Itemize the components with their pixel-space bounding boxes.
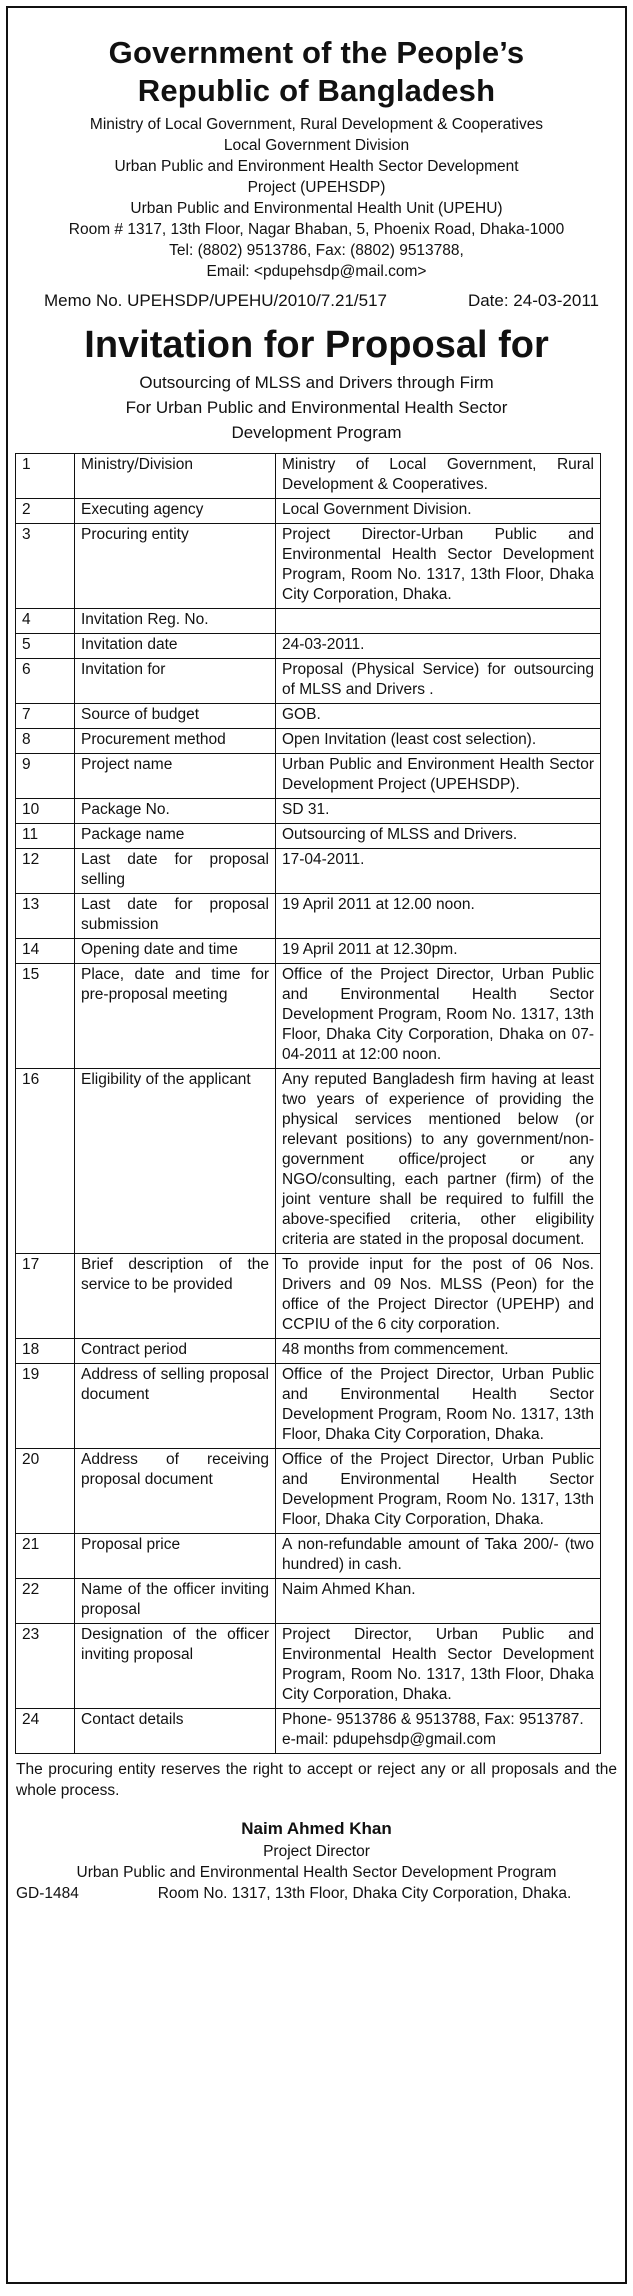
row-label: Address of selling proposal document [75, 1364, 276, 1449]
row-value: Any reputed Bangladesh firm having at least two years of experience of providing the physical services mentioned below (or relevant positions) to any government/non-government office/project or any NGO/consulting, each partner (firm) of the joint venture shall be required to fulfill the above-specified criteria, other eligibility criteria are stated in the proposal document. [276, 1069, 601, 1254]
row-label: Last date for proposal submission [75, 894, 276, 939]
phone-line: Tel: (8802) 9513786, Fax: (8802) 9513788, [169, 242, 464, 259]
advertisement-code: GD-1484 [16, 1885, 79, 1902]
table-row [16, 659, 601, 704]
invitation-title: Invitation for Proposal for [84, 324, 549, 366]
row-value: Open Invitation (least cost selection). [276, 729, 601, 754]
table-row [16, 729, 601, 754]
row-number: 5 [16, 634, 75, 659]
row-label: Executing agency [75, 499, 276, 524]
signature-block [8, 1817, 625, 1883]
row-number: 16 [16, 1069, 75, 1254]
row-number: 17 [16, 1254, 75, 1339]
row-number: 9 [16, 754, 75, 799]
row-value: GOB. [276, 704, 601, 729]
address-line: Room # 1317, 13th Floor, Nagar Bhaban, 5, Phoenix Road, Dhaka-1000 [68, 221, 565, 238]
table-row [16, 824, 601, 849]
row-label: Last date for proposal selling [75, 849, 276, 894]
signatory-name: Naim Ahmed Khan [241, 1819, 392, 1838]
table-row [16, 939, 601, 964]
row-label: Eligibility of the applicant [75, 1069, 276, 1254]
row-value: 24-03-2011. [276, 634, 601, 659]
notice-page [6, 6, 627, 2284]
row-label: Source of budget [75, 704, 276, 729]
row-value: Project Director, Urban Public and Environmental Health Sector Development Program, Room No. 1317, 13th Floor, Dhaka City Corporation, Dhaka. [276, 1624, 601, 1709]
row-number: 6 [16, 659, 75, 704]
row-number: 3 [16, 524, 75, 609]
contact-email: e-mail: pdupehsdp@gmail.com [282, 1731, 496, 1748]
row-label: Opening date and time [75, 939, 276, 964]
email-line: Email: <pdupehsdp@mail.com> [206, 263, 427, 280]
signatory-address: Room No. 1317, 13th Floor, Dhaka City Corporation, Dhaka. [157, 1885, 572, 1902]
division-line: Local Government Division [223, 137, 410, 154]
footer-row [8, 1883, 625, 1905]
government-title-line1: Government of the People’s [108, 35, 525, 70]
row-value: SD 31. [276, 799, 601, 824]
table-row [16, 849, 601, 894]
table-row [16, 1364, 601, 1449]
contact-phone-fax: Phone- 9513786 & 9513788, Fax: 9513787. [282, 1711, 584, 1728]
row-label: Invitation Reg. No. [75, 609, 276, 634]
row-number: 18 [16, 1339, 75, 1364]
row-number: 11 [16, 824, 75, 849]
row-value: A non-refundable amount of Taka 200/- (two hundred) in cash. [276, 1534, 601, 1579]
table-row [16, 609, 601, 634]
reservation-note: The procuring entity reserves the right to accept or reject any or all proposals and the whole process. [16, 1761, 617, 1799]
table-row [16, 634, 601, 659]
row-value: Office of the Project Director, Urban Public and Environmental Health Sector Development Program, Room No. 1317, 13th Floor, Dhaka City Corporation, Dhaka. [276, 1449, 601, 1534]
row-value: To provide input for the post of 06 Nos. Drivers and 09 Nos. MLSS (Peon) for the office of the Project Director (UPEHP) and CCPIU of the 6 city corporation. [276, 1254, 601, 1339]
signatory-designation: Project Director [263, 1843, 370, 1860]
row-number: 8 [16, 729, 75, 754]
row-value: 48 months from commencement. [276, 1339, 601, 1364]
memo-row [8, 282, 625, 314]
row-label: Procurement method [75, 729, 276, 754]
row-number: 13 [16, 894, 75, 939]
row-value: 19 April 2011 at 12.00 noon. [276, 894, 601, 939]
project-abbr-line: Project (UPEHSDP) [247, 179, 386, 196]
row-value: Outsourcing of MLSS and Drivers. [276, 824, 601, 849]
table-row [16, 964, 601, 1069]
details-table [15, 453, 601, 1754]
row-number: 21 [16, 1534, 75, 1579]
row-label: Package No. [75, 799, 276, 824]
row-label: Invitation date [75, 634, 276, 659]
row-label: Contract period [75, 1339, 276, 1364]
table-row [16, 754, 601, 799]
invitation-subtitle-1: Outsourcing of MLSS and Drivers through Firm [139, 373, 494, 392]
table-row [16, 704, 601, 729]
invitation-subtitle-2: For Urban Public and Environmental Health Sector [125, 398, 508, 417]
table-row [16, 524, 601, 609]
table-row [16, 1339, 601, 1364]
table-row [16, 1449, 601, 1534]
row-number: 4 [16, 609, 75, 634]
row-number: 22 [16, 1579, 75, 1624]
row-label: Place, date and time for pre-proposal meeting [75, 964, 276, 1069]
row-value [276, 1709, 601, 1754]
row-number: 15 [16, 964, 75, 1069]
signatory-program: Urban Public and Environmental Health Sector Development Program [76, 1864, 557, 1881]
table-row [16, 1254, 601, 1339]
project-line: Urban Public and Environment Health Sector Development [114, 158, 519, 175]
row-value: Urban Public and Environment Health Sector Development Project (UPEHSDP). [276, 754, 601, 799]
row-number: 7 [16, 704, 75, 729]
table-row [16, 1624, 601, 1709]
row-value: Project Director-Urban Public and Environmental Health Sector Development Program, Room No. 1317, 13th Floor, Dhaka City Corporation, Dhaka. [276, 524, 601, 609]
row-value: Naim Ahmed Khan. [276, 1579, 601, 1624]
invitation-subtitle-3: Development Program [231, 423, 402, 442]
row-value: 19 April 2011 at 12.30pm. [276, 939, 601, 964]
table-row [16, 1069, 601, 1254]
row-value: Proposal (Physical Service) for outsourcing of MLSS and Drivers . [276, 659, 601, 704]
row-number: 1 [16, 454, 75, 499]
table-row [16, 799, 601, 824]
row-label: Contact details [75, 1709, 276, 1754]
memo-number: Memo No. UPEHSDP/UPEHU/2010/7.21/517 [44, 291, 387, 310]
row-label: Proposal price [75, 1534, 276, 1579]
row-label: Invitation for [75, 659, 276, 704]
row-value: 17-04-2011. [276, 849, 601, 894]
memo-date: Date: 24-03-2011 [467, 291, 599, 310]
table-row [16, 1534, 601, 1579]
row-number: 14 [16, 939, 75, 964]
row-number: 10 [16, 799, 75, 824]
row-label: Procuring entity [75, 524, 276, 609]
table-row [16, 1579, 601, 1624]
table-row [16, 454, 601, 499]
row-number: 19 [16, 1364, 75, 1449]
row-number: 23 [16, 1624, 75, 1709]
notice-header [8, 8, 625, 282]
row-label: Project name [75, 754, 276, 799]
table-row [16, 1709, 601, 1754]
row-value [276, 609, 601, 634]
row-label: Designation of the officer inviting proposal [75, 1624, 276, 1709]
row-label: Brief description of the service to be provided [75, 1254, 276, 1339]
row-label: Ministry/Division [75, 454, 276, 499]
row-number: 12 [16, 849, 75, 894]
row-value: Local Government Division. [276, 499, 601, 524]
row-label: Address of receiving proposal document [75, 1449, 276, 1534]
unit-line: Urban Public and Environmental Health Unit (UPEHU) [130, 200, 503, 217]
row-number: 2 [16, 499, 75, 524]
table-row [16, 894, 601, 939]
row-value: Office of the Project Director, Urban Public and Environmental Health Sector Development Program, Room No. 1317, 13th Floor, Dhaka City Corporation, Dhaka on 07-04-2011 at 12:00 noon. [276, 964, 601, 1069]
row-number: 20 [16, 1449, 75, 1534]
row-number: 24 [16, 1709, 75, 1754]
row-value: Office of the Project Director, Urban Public and Environmental Health Sector Development Program, Room No. 1317, 13th Floor, Dhaka City Corporation, Dhaka. [276, 1364, 601, 1449]
row-label: Name of the officer inviting proposal [75, 1579, 276, 1624]
table-row [16, 499, 601, 524]
row-value: Ministry of Local Government, Rural Development & Cooperatives. [276, 454, 601, 499]
row-label: Package name [75, 824, 276, 849]
ministry-line: Ministry of Local Government, Rural Development & Cooperatives [89, 116, 544, 133]
government-title-line2: Republic of Bangladesh [137, 73, 496, 108]
